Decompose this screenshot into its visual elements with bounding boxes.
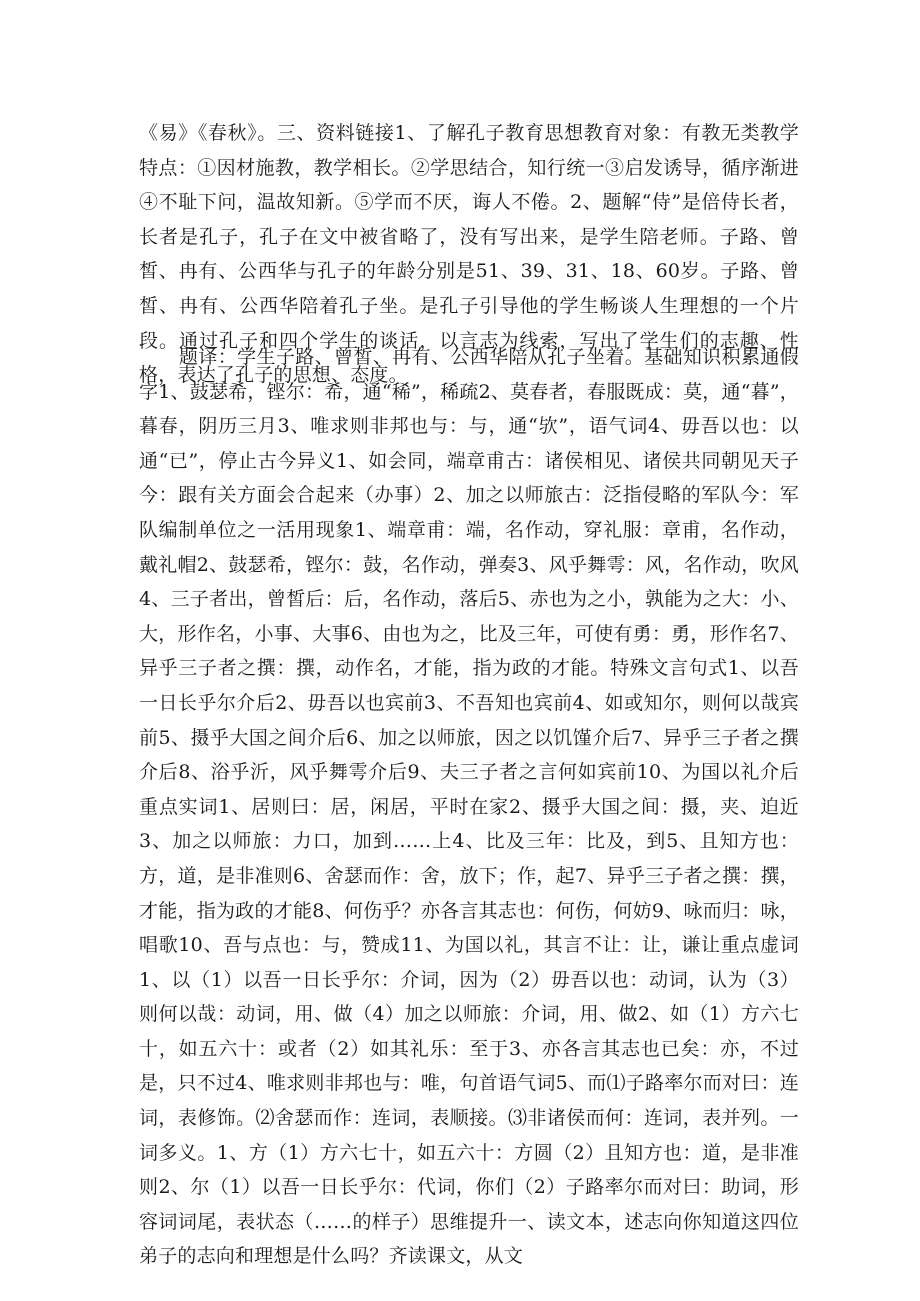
- paragraph-translation-and-notes: 题译：学生子路、曾皙、冉有、公西华陪从孔子坐着。基础知识积累通假字1、鼓瑟希，铿尔：希，通“稀”，稀疏2、莫春者，春服既成：莫，通“暮”，暮春，阴历三月3、唯求则非邦也与：与，通“欤”，语气词4、毋吾以也：以通“已”，停止古今异义1、如会同，端章甫古：诸侯相见、诸侯共同朝见天子今：跟有关方面会合起来（办事）2、加之以师旅古：泛指侵略的军队今：军队编制单位之一活用现象1、端章甫：端，名作动，穿礼服：章甫，名作动，戴礼帽2、鼓瑟希，铿尔：鼓，名作动，弹奏3、风乎舞雩：风，名作动，吹风4、三子者出，曾皙后：后，名作动，落后5、赤也为之小，孰能为之大：小、大，形作名，小事、大事6、由也为之，比及三年，可使有勇：勇，形作名7、异乎三子者之撰：撰，动作名，才能，指为政的才能。特殊文言句式1、以吾一日长乎尔介后2、毋吾以也宾前3、不吾知也宾前4、如或知尔，则何以哉宾前5、摄乎大国之间介后6、加之以师旅，因之以饥馑介后7、异乎三子者之撰介后8、浴乎沂，风乎舞雩介后9、夫三子者之言何如宾前10、为国以礼介后重点实词1、居则曰：居，闲居，平时在家2、摄乎大国之间：摄，夹、迫近3、加之以师旅：力口，加到……上4、比及三年：比及，到5、且知方也：方，道，是非准则6、舍瑟而作：舍，放下；作，起7、异乎三子者之撰：撰，才能，指为政的才能8、何伤乎？亦各言其志也：何伤，何妨9、咏而归：咏，唱歌10、吾与点也：与，赞成11、为国以礼，其言不让：让，谦让重点虚词1、以（1）以吾一日长乎尔：介词，因为（2）毋吾以也：动词，认为（3）则何以哉：动词，用、做（4）加之以师旅：介词，用、做2、如（1）方六七十，如五六十：或者（2）如其礼乐：至于3、亦各言其志也已矣：亦，不过是，只不过4、唯求则非邦也与：唯，句首语气词5、而⑴子路率尔而对曰：连词，表修饰。⑵舍瑟而作：连词，表顺接。⑶非诸侯而何：连词，表并列。一词多义。1、方（1）方六七十，如五六十：方圆（2）且知方也：道，是非准则2、尔（1）以吾一日长乎尔：代词，你们（2）子路率尔而对曰：助词，形容词词尾，表状态（……的样子）思维提升一、读文本，述志向你知道这四位弟子的志向和理想是什么吗？齐读课文，从文: [139, 346, 799, 1268]
- paragraph-resource-links: 《易》《春秋》。三、资料链接1、了解孔子教育思想教育对象：有教无类教学特点：①因材施教，教学相长。②学思结合，知行统一③启发诱导，循序渐进④不耻下问，温故知新。⑤学而不厌，诲人不倦。2、题解“侍”是倍侍长者，长者是孔子，孔子在文中被省略了，没有写出来，是学生陪老师。子路、曾皙、冉有、公西华与孔子的年龄分别是51、39、31、18、60岁。子路、曾皙、冉有、公西华陪着孔子坐。是孔子引导他的学生畅谈人生理想的一个片段。通过孔子和四个学生的谈话，以言志为线索，写出了学生们的志趣、性格，表达了孔子的思想、态度。: [139, 122, 799, 387]
